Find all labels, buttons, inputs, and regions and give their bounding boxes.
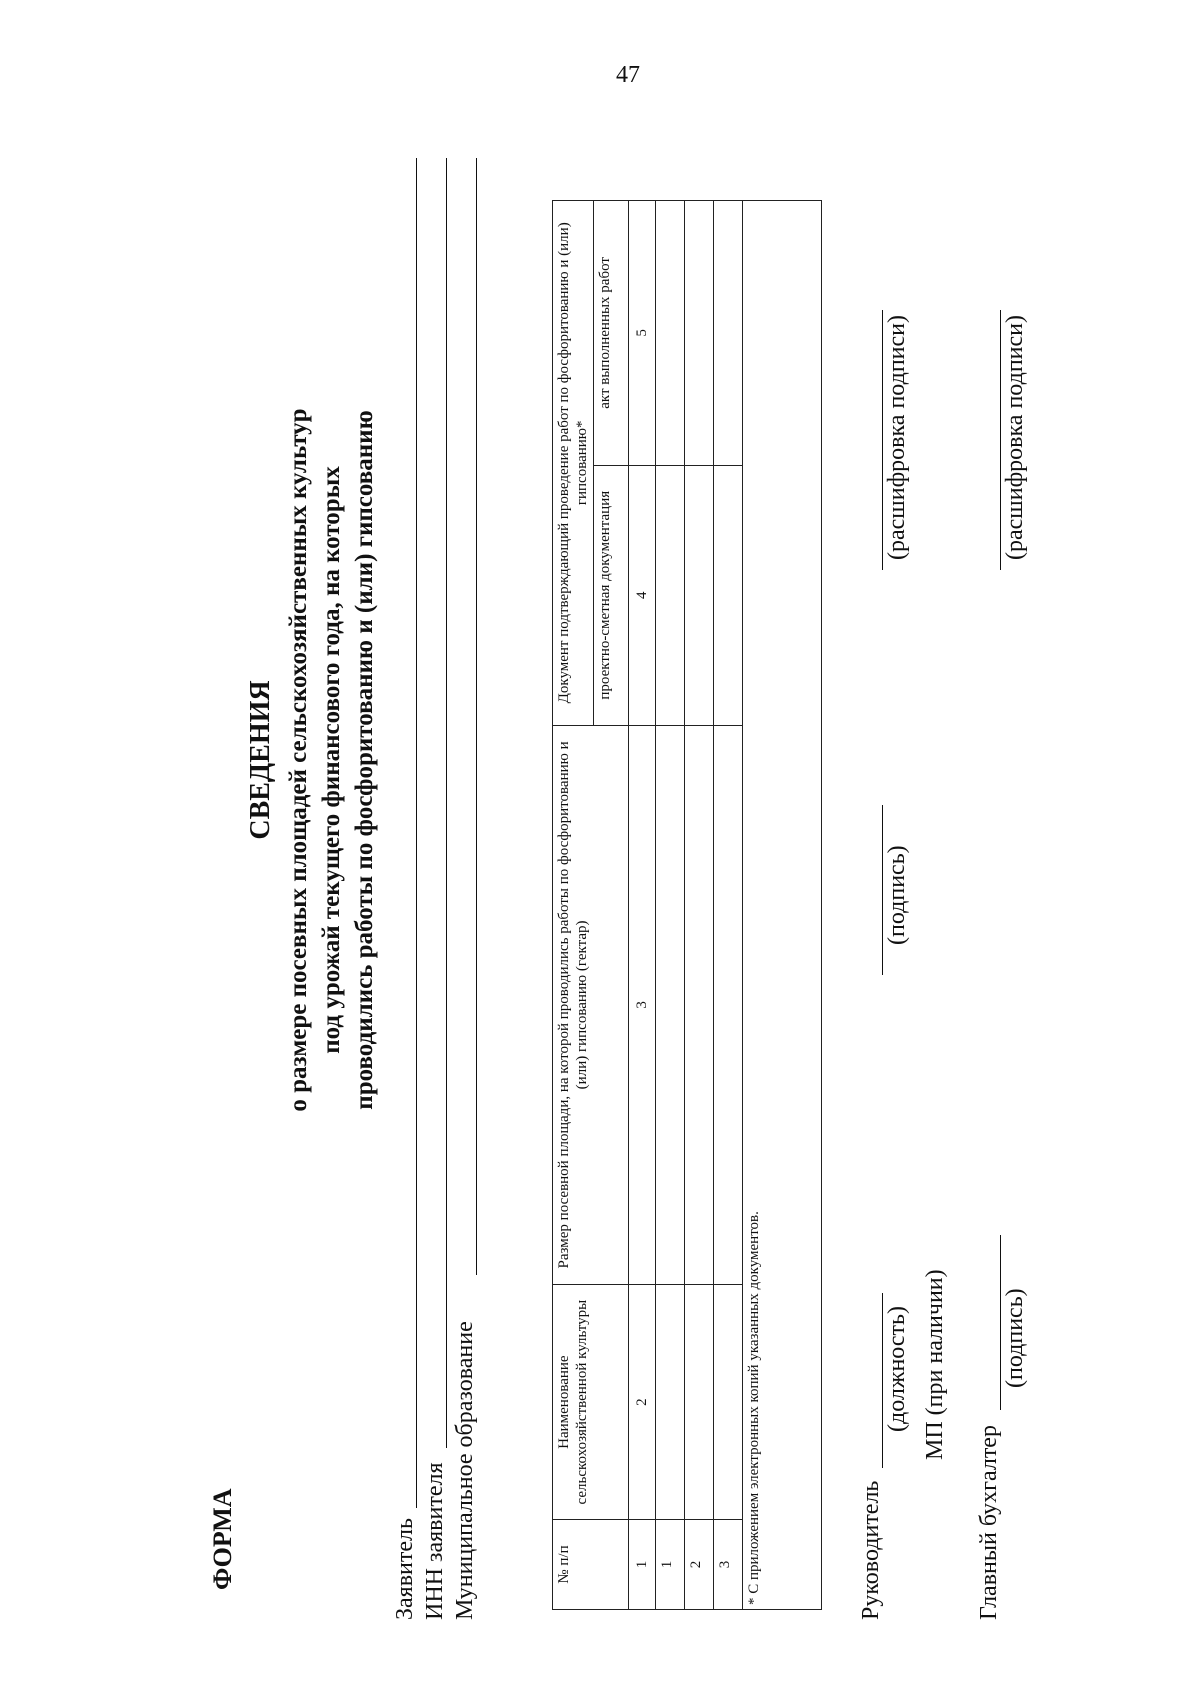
inn-field[interactable] (446, 158, 447, 1448)
header-doc-group: Документ подтверждающий проведение работ по фосфоритованию и (или) гипсованию* (553, 201, 594, 726)
table-row (656, 201, 685, 1610)
subtitle-line: проводились работы по фосфоритованию и (или) гипсованию (351, 410, 378, 1110)
col-number: 5 (629, 201, 656, 466)
head-position-line[interactable] (882, 1293, 883, 1468)
table-footnote: * С приложением электронных копий указанных документов. (743, 201, 822, 1610)
header-area: Размер посевной площади, на которой проводились работы по фосфоритованию и (или) гипсованию (гектар) (553, 725, 629, 1285)
row-num: 1 (656, 1520, 685, 1610)
act-cell[interactable] (685, 201, 714, 466)
crop-cell[interactable] (714, 1285, 743, 1520)
accountant-signature-line[interactable] (1000, 1235, 1001, 1410)
position-caption: (должность) (884, 1306, 910, 1432)
project-cell[interactable] (685, 465, 714, 725)
act-cell[interactable] (656, 201, 685, 466)
act-cell[interactable] (714, 201, 743, 466)
col-number: 4 (629, 465, 656, 725)
head-label: Руководитель (858, 1480, 884, 1620)
subtitle-line: под урожай текущего финансового года, на которых (318, 466, 345, 1054)
page-number: 47 (616, 62, 640, 88)
inn-label: ИНН заявителя (422, 1462, 448, 1620)
header-crop: Наименование сельскохозяйственной культуры (553, 1285, 629, 1520)
decoding-caption: (расшифровка подписи) (884, 315, 910, 560)
municipality-label: Муниципальное образование (452, 1321, 478, 1620)
rotated-form (120, 140, 1080, 1620)
document-title: СВЕДЕНИЯ (245, 680, 276, 840)
project-cell[interactable] (714, 465, 743, 725)
col-number: 1 (629, 1520, 656, 1610)
head-decoding-line[interactable] (882, 310, 883, 570)
applicant-field[interactable] (416, 158, 417, 1508)
form-label: ФОРМА (208, 1488, 237, 1590)
accountant-decoding-line[interactable] (1000, 310, 1001, 570)
document-subtitle (282, 280, 381, 1240)
municipality-field[interactable] (476, 158, 477, 1275)
table-row (714, 201, 743, 1610)
stamp-label: МП (при наличии) (922, 1269, 948, 1460)
area-cell[interactable] (714, 725, 743, 1285)
applicant-label: Заявитель (392, 1518, 418, 1620)
crop-cell[interactable] (656, 1285, 685, 1520)
accountant-signature-caption: (подпись) (1002, 1288, 1028, 1388)
area-cell[interactable] (685, 725, 714, 1285)
accountant-label: Главный бухгалтер (976, 1425, 1002, 1620)
row-num: 3 (714, 1520, 743, 1610)
header-num: № п/п (553, 1520, 629, 1610)
area-cell[interactable] (656, 725, 685, 1285)
accountant-decoding-caption: (расшифровка подписи) (1002, 315, 1028, 560)
subtitle-line: о размере посевных площадей сельскохозяйственных культур (285, 408, 312, 1112)
col-number: 3 (629, 725, 656, 1285)
col-number: 2 (629, 1285, 656, 1520)
crops-table (552, 200, 822, 1610)
header-doc-act: акт выполненных работ (594, 201, 629, 466)
head-signature-line[interactable] (882, 805, 883, 975)
signature-caption: (подпись) (884, 845, 910, 945)
row-num: 2 (685, 1520, 714, 1610)
table-row (685, 201, 714, 1610)
project-cell[interactable] (656, 465, 685, 725)
header-doc-project: проектно-сметная документация (594, 465, 629, 725)
crop-cell[interactable] (685, 1285, 714, 1520)
